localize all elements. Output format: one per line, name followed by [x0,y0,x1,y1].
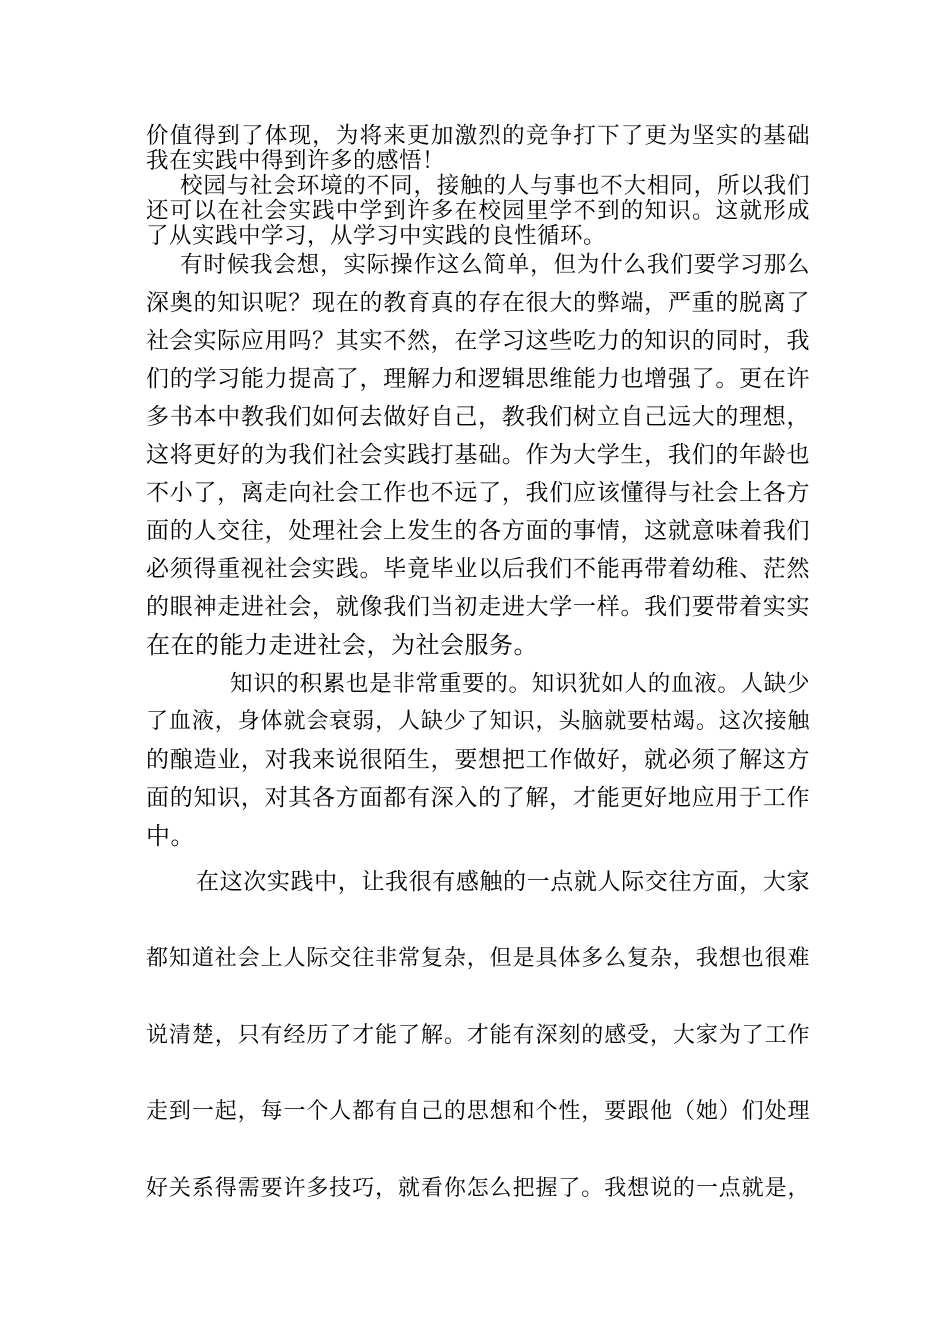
paragraph-4-line-1: 知识的积累也是非常重要的。知识犹如人的血液。人缺少 [230,671,810,697]
paragraph-3-line-3: 社会实际应用吗？其实不然，在学习这些吃力的知识的同时，我 [146,328,810,354]
paragraph-3-line-8: 面的人交往，处理社会上发生的各方面的事情，这就意味着我们 [146,518,810,544]
paragraph-4-line-5: 中。 [146,822,195,850]
paragraph-5-line-4: 走到一起，每一个人都有自己的思想和个性，要跟他（她）们处理 [146,1099,810,1124]
paragraph-5-line-5: 好关系得需要许多技巧，就看你怎么把握了。我想说的一点就是， [146,1176,810,1201]
paragraph-3-line-7: 不小了，离走向社会工作也不远了，我们应该懂得与社会上各方 [146,480,810,506]
paragraph-3-line-1: 有时候我会想，实际操作这么简单，但为什么我们要学习那么 [180,252,810,278]
paragraph-5-line-2: 都知道社会上人际交往非常复杂，但是具体多么复杂，我想也很难 [146,946,810,971]
paragraph-3-line-2: 深奥的知识呢？现在的教育真的存在很大的弊端，严重的脱离了 [146,290,810,316]
paragraph-3-line-6: 这将更好的为我们社会实践打基础。作为大学生，我们的年龄也 [146,442,810,468]
paragraph-1-line-1: 价值得到了体现，为将来更加激烈的竞争打下了更为坚实的基础 [146,123,810,149]
paragraph-4-line-4: 面的知识，对其各方面都有深入的了解，才能更好地应用于工作 [146,785,810,811]
paragraph-1-line-2: 我在实践中得到许多的感悟！ [146,148,446,174]
paragraph-3-line-5: 多书本中教我们如何去做好自己，教我们树立自己远大的理想， [146,404,810,430]
paragraph-3-line-9: 必须得重视社会实践。毕竟毕业以后我们不能再带着幼稚、茫然 [146,556,810,582]
paragraph-2-line-3: 了从实践中学习，从学习中实践的良性循环。 [146,223,607,249]
paragraph-2-line-2: 还可以在社会实践中学到许多在校园里学不到的知识。这就形成 [146,198,810,224]
paragraph-3-line-4: 们的学习能力提高了，理解力和逻辑思维能力也增强了。更在许 [146,366,810,392]
paragraph-5-line-1: 在这次实践中，让我很有感触的一点就人际交往方面，大家 [196,869,810,895]
paragraph-2-line-1: 校园与社会环境的不同，接触的人与事也不大相同，所以我们 [180,173,810,199]
paragraph-4-line-3: 的酿造业，对我来说很陌生，要想把工作做好，就必须了解这方 [146,747,810,773]
paragraph-3-line-10: 的眼神走进社会，就像我们当初走进大学一样。我们要带着实实 [146,594,810,620]
paragraph-5-line-3: 说清楚，只有经历了才能了解。才能有深刻的感受，大家为了工作 [146,1023,810,1048]
paragraph-4-line-2: 了血液，身体就会衰弱，人缺少了知识，头脑就要枯竭。这次接触 [146,709,810,734]
paragraph-3-line-11: 在在的能力走进社会，为社会服务。 [146,631,538,659]
